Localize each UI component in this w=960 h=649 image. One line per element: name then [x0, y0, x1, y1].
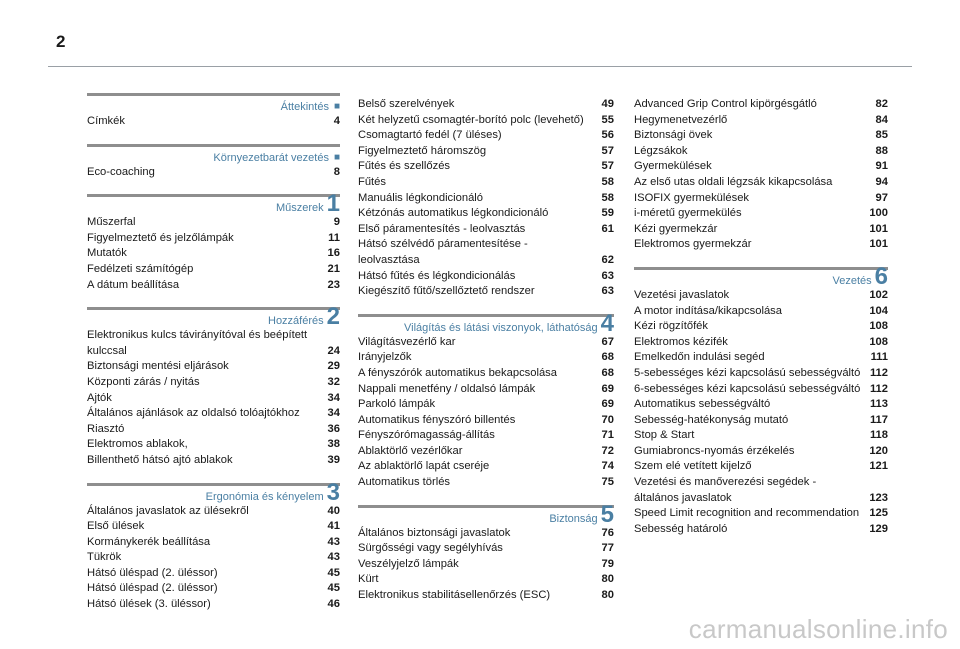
- toc-entry-label: Ajtók: [87, 391, 112, 404]
- toc-entry-label: Fedélzeti számítógép: [87, 262, 194, 275]
- toc-entry-label: ISOFIX gyermekülések: [634, 191, 750, 204]
- toc-entry-page: 55: [601, 113, 614, 126]
- toc-entry-page: 104: [869, 304, 888, 317]
- toc-entry-page: 77: [601, 542, 614, 555]
- toc-entry-label: Automatikus sebességváltó: [634, 398, 771, 411]
- section-number: 4: [600, 309, 614, 337]
- section-header: [87, 93, 340, 114]
- toc-entry-page: 46: [327, 598, 340, 611]
- toc-entry[interactable]: [634, 304, 888, 320]
- toc-entry[interactable]: [634, 350, 888, 366]
- toc-entry[interactable]: [358, 475, 614, 491]
- toc-entry-page: 111: [870, 351, 888, 364]
- toc-entry[interactable]: [87, 581, 340, 597]
- toc-entry[interactable]: [358, 397, 614, 413]
- toc-entry[interactable]: [634, 397, 888, 413]
- toc-entry-label: Veszélyjelző lámpák: [358, 557, 459, 570]
- toc-entry-label: Elektromos ablakok,: [87, 438, 188, 451]
- toc-entry-page: 80: [601, 573, 614, 586]
- toc-entry-label: Manuális légkondicionáló: [358, 191, 484, 204]
- toc-entry-label: Kiegészítő fűtő/szellőztető rendszer: [358, 285, 535, 298]
- toc-entry-page: 84: [875, 113, 888, 126]
- toc-entry[interactable]: [87, 231, 340, 247]
- toc-entry[interactable]: [634, 159, 888, 175]
- toc-entry[interactable]: [634, 97, 888, 113]
- toc-entry[interactable]: [358, 572, 614, 588]
- toc-entry-label: Gumiabroncs-nyomás érzékelés: [634, 444, 795, 457]
- toc-entry[interactable]: [634, 366, 888, 382]
- toc-entry[interactable]: [634, 444, 888, 460]
- section-header: [358, 500, 614, 528]
- toc-entry-label: Első páramentesítés - leolvasztás: [358, 222, 526, 235]
- toc-entry-page: 34: [327, 407, 340, 420]
- toc-entry-label: Hátsó fűtés és légkondicionálás: [358, 269, 516, 282]
- toc-section: [87, 190, 340, 293]
- toc-entry-label: Nappali menetfény / oldalsó lámpák: [358, 382, 536, 395]
- toc-entry-page: 100: [869, 207, 888, 220]
- toc-entry[interactable]: [358, 366, 614, 382]
- toc-entry-page: 43: [327, 535, 340, 548]
- toc-entry[interactable]: [87, 406, 340, 422]
- toc-entry-page: 57: [601, 160, 614, 173]
- toc-entry-label: 6-sebességes kézi kapcsolású sebességváltó: [634, 382, 861, 395]
- toc-entry-page: 61: [601, 222, 614, 235]
- toc-entry[interactable]: [87, 437, 340, 453]
- toc-entry[interactable]: [634, 113, 888, 129]
- toc-entry[interactable]: [634, 522, 888, 538]
- toc-entry-label: i-méretű gyermekülés: [634, 207, 742, 220]
- toc-entry[interactable]: [634, 237, 888, 253]
- toc-entry-label: Hátsó ülések (3. üléssor): [87, 598, 211, 611]
- toc-entry-page: 108: [869, 335, 888, 348]
- toc-entry[interactable]: [358, 526, 614, 542]
- toc-entry-label: Az első utas oldali légzsák kikapcsolása: [634, 175, 833, 188]
- toc-entry-page: 85: [875, 129, 888, 142]
- toc-entry-label: Belső szerelvények: [358, 98, 455, 110]
- toc-entry[interactable]: [634, 191, 888, 207]
- toc-entry[interactable]: [87, 566, 340, 582]
- section-title: Ergonómia és kényelem: [205, 490, 324, 503]
- toc-entry-label: Hátsó szélvédő páramentesítése - leolvasztása: [358, 238, 528, 266]
- toc-section: [87, 144, 340, 181]
- toc-entry-label: Elektronikus stabilitásellenőrzés (ESC): [358, 589, 551, 602]
- toc-entry[interactable]: [358, 428, 614, 444]
- section-title: Vezetés: [832, 274, 872, 287]
- toc-section: [87, 303, 340, 468]
- toc-entry[interactable]: [87, 262, 340, 278]
- toc-entry-label: Sebesség határoló: [634, 522, 728, 535]
- toc-entry[interactable]: [358, 444, 614, 460]
- toc-entry-page: 36: [327, 422, 340, 435]
- toc-entry-page: 97: [875, 191, 888, 204]
- toc-entry[interactable]: [87, 114, 340, 130]
- toc-entry[interactable]: [634, 222, 888, 238]
- toc-entry-page: 34: [327, 391, 340, 404]
- section-square-marker: ■: [333, 151, 340, 163]
- toc-entry-label: Első ülések: [87, 520, 145, 533]
- toc-entry-label: Kormánykerék beállítása: [87, 535, 211, 548]
- toc-entry[interactable]: [87, 422, 340, 438]
- toc-entry[interactable]: [358, 159, 614, 175]
- section-header: [358, 309, 614, 337]
- toc-entry-label: Fűtés és szellőzés: [358, 160, 451, 173]
- section-header: [634, 262, 888, 290]
- toc-entry-page: 69: [601, 398, 614, 411]
- toc-entry[interactable]: [634, 382, 888, 398]
- toc-column-2: [358, 97, 614, 618]
- toc-entry[interactable]: [358, 237, 614, 268]
- toc-entry[interactable]: [634, 128, 888, 144]
- toc-entry-page: 91: [875, 160, 888, 173]
- toc-entry-label: Légzsákok: [634, 144, 688, 157]
- toc-entry-label: Automatikus fényszóró billentés: [358, 413, 516, 426]
- toc-entry-page: 11: [328, 231, 340, 244]
- toc-entry-page: 24: [327, 344, 340, 357]
- toc-entry-page: 72: [601, 444, 614, 457]
- section-title: Hozzáférés: [268, 315, 324, 328]
- toc-entry[interactable]: [87, 597, 340, 613]
- toc-entry-label: Vezetési és manőverezési segédek - általános javaslatok: [634, 476, 817, 504]
- toc-entry-label: Advanced Grip Control kipörgésgátló: [634, 98, 817, 110]
- toc-entry[interactable]: [87, 504, 340, 520]
- toc-entry-page: 120: [869, 444, 888, 457]
- toc-entry[interactable]: [634, 506, 888, 522]
- toc-entry-page: 57: [601, 144, 614, 157]
- section-title: Műszerek: [275, 202, 324, 215]
- toc-entry-label: Elektronikus kulcs távirányítóval és beépített kulccsal: [87, 329, 308, 357]
- toc-entry[interactable]: [87, 359, 340, 375]
- toc-column-1: [87, 93, 340, 627]
- toc-entry-page: 8: [333, 165, 340, 178]
- toc-entry[interactable]: [358, 222, 614, 238]
- toc-entry-label: Biztonsági övek: [634, 129, 713, 142]
- toc-entry-label: Szem elé vetített kijelző: [634, 460, 752, 473]
- toc-entry[interactable]: [634, 319, 888, 335]
- toc-entry-page: 108: [869, 320, 888, 333]
- toc-entry-label: Stop & Start: [634, 429, 695, 442]
- toc-entry-label: Ablaktörlő vezérlőkar: [358, 444, 463, 457]
- toc-entry[interactable]: [634, 288, 888, 304]
- toc-entry-label: Központi zárás / nyitás: [87, 375, 200, 388]
- toc-entry-page: 45: [327, 582, 340, 595]
- toc-section: [634, 262, 888, 538]
- toc-entry[interactable]: [634, 335, 888, 351]
- toc-entry-page: 67: [601, 335, 614, 348]
- toc-entry-page: 69: [601, 382, 614, 395]
- toc-entry-page: 63: [601, 269, 614, 282]
- toc-entry[interactable]: [634, 413, 888, 429]
- toc-entry-label: Automatikus törlés: [358, 476, 451, 489]
- section-title: Környezetbarát vezetés: [213, 151, 329, 164]
- toc-entry-label: Riasztó: [87, 422, 125, 435]
- toc-entry[interactable]: [87, 215, 340, 231]
- watermark: carmanualsonline.info: [688, 614, 948, 644]
- section-number: 2: [326, 303, 340, 331]
- section-title: Áttekintés: [280, 101, 329, 113]
- toc-entry[interactable]: [87, 328, 340, 359]
- toc-entry-label: Kézi rögzítőfék: [634, 320, 708, 333]
- toc-entry-label: Mutatók: [87, 247, 127, 260]
- toc-entry[interactable]: [358, 382, 614, 398]
- toc-entry[interactable]: [634, 475, 888, 506]
- toc-entry-page: 23: [327, 278, 340, 291]
- toc-entry[interactable]: [634, 175, 888, 191]
- toc-entry[interactable]: [358, 206, 614, 222]
- toc-entry[interactable]: [87, 246, 340, 262]
- toc-entry-page: 49: [601, 98, 614, 110]
- toc-entry[interactable]: [634, 144, 888, 160]
- section-header: [87, 144, 340, 165]
- toc-entry-page: 117: [869, 413, 888, 426]
- toc-entry-page: 88: [875, 144, 888, 157]
- toc-entry-page: 101: [869, 238, 888, 251]
- toc-entry-page: 112: [869, 382, 888, 395]
- toc-entry-label: Sebesség-hatékonyság mutató: [634, 413, 789, 426]
- toc-entry-page: 125: [869, 507, 888, 520]
- toc-entry[interactable]: [87, 519, 340, 535]
- toc-entry-label: Figyelmeztető háromszög: [358, 144, 487, 157]
- toc-entry-label: Általános ajánlások az oldalsó tolóajtókhoz: [87, 407, 300, 420]
- toc-entry[interactable]: [358, 541, 614, 557]
- toc-entry-page: 63: [601, 285, 614, 298]
- toc-entry-label: Hátsó üléspad (2. üléssor): [87, 566, 218, 579]
- toc-entry-page: 102: [869, 288, 888, 301]
- section-header: [87, 303, 340, 331]
- toc-entry-page: 38: [327, 438, 340, 451]
- section-square-marker: ■: [333, 101, 340, 112]
- toc-section: [87, 93, 340, 130]
- toc-entry[interactable]: [358, 459, 614, 475]
- toc-entry-page: 121: [869, 460, 888, 473]
- toc-entry-page: 112: [869, 366, 888, 379]
- toc-entry-label: Figyelmeztető és jelzőlámpák: [87, 231, 234, 244]
- toc-entry-label: Billenthető hátsó ajtó ablakok: [87, 453, 233, 466]
- toc-entry-label: Elektromos gyermekzár: [634, 238, 752, 251]
- toc-entry[interactable]: [358, 175, 614, 191]
- toc-entry-page: 71: [601, 429, 614, 442]
- toc-entry-label: A motor indítása/kikapcsolása: [634, 304, 782, 317]
- section-number: 5: [600, 500, 614, 528]
- section-title: Biztonság: [549, 512, 598, 525]
- toc-entry-label: Általános biztonsági javaslatok: [358, 526, 511, 539]
- toc-entry-page: 39: [327, 453, 340, 466]
- toc-entry[interactable]: [87, 535, 340, 551]
- toc-entry-page: 129: [869, 522, 888, 535]
- toc-entry-label: Irányjelzők: [358, 351, 412, 364]
- toc-entry-label: Eco-coaching: [87, 165, 155, 178]
- toc-entry[interactable]: [358, 144, 614, 160]
- toc-entry[interactable]: [634, 206, 888, 222]
- toc-entry-label: Kétzónás automatikus légkondicionáló: [358, 207, 549, 220]
- toc-entry-label: Világításvezérlő kar: [358, 335, 456, 348]
- toc-entry-page: 58: [601, 175, 614, 188]
- toc-entry-label: Gyermekülések: [634, 160, 712, 173]
- toc-entry-page: 76: [601, 526, 614, 539]
- toc-entry-page: 41: [327, 520, 340, 533]
- toc-entry-page: 75: [601, 476, 614, 489]
- toc-entry-label: Kézi gyermekzár: [634, 222, 718, 235]
- toc-entry[interactable]: [358, 588, 614, 604]
- toc-entry-page: 68: [601, 351, 614, 364]
- section-number: 1: [326, 190, 340, 218]
- toc-entry-page: 59: [601, 207, 614, 220]
- section-header: [87, 190, 340, 218]
- toc-entry-label: Sürgősségi vagy segélyhívás: [358, 542, 503, 555]
- section-number: 3: [326, 478, 340, 506]
- toc-entry-label: Címkék: [87, 115, 125, 127]
- toc-entry-page: 58: [601, 191, 614, 204]
- toc-section: [358, 97, 614, 300]
- toc-entry-page: 101: [869, 222, 888, 235]
- toc-entry[interactable]: [358, 97, 614, 113]
- toc-entry-page: 113: [869, 398, 888, 411]
- toc-entry[interactable]: [87, 278, 340, 294]
- toc-entry[interactable]: [87, 550, 340, 566]
- toc-entry[interactable]: [358, 557, 614, 573]
- toc-entry-page: 21: [327, 262, 340, 275]
- toc-entry-page: 9: [333, 216, 340, 229]
- toc-entry[interactable]: [358, 128, 614, 144]
- section-title: Világítás és látási viszonyok, láthatóság: [404, 321, 598, 334]
- toc-section: [358, 500, 614, 604]
- toc-entry-label: Elektromos kézifék: [634, 335, 728, 348]
- toc-entry-page: 29: [327, 360, 340, 373]
- toc-entry-page: 62: [601, 253, 614, 266]
- top-divider: [48, 66, 912, 67]
- toc-entry[interactable]: [358, 284, 614, 300]
- toc-entry-label: A dátum beállítása: [87, 278, 180, 291]
- toc-entry-label: Biztonsági mentési eljárások: [87, 360, 229, 373]
- toc-section: [634, 97, 888, 253]
- toc-entry-page: 68: [601, 366, 614, 379]
- toc-entry-label: Speed Limit recognition and recommendation: [634, 507, 860, 520]
- toc-section: [87, 478, 340, 613]
- toc-column-3: [634, 97, 888, 551]
- toc-entry-page: 70: [601, 413, 614, 426]
- toc-entry-label: Vezetési javaslatok: [634, 288, 730, 301]
- section-number: 6: [874, 262, 888, 290]
- toc-entry-label: 5-sebességes kézi kapcsolású sebességváltó: [634, 366, 861, 379]
- toc-entry[interactable]: [358, 269, 614, 285]
- toc-entry-label: Általános javaslatok az ülésekről: [87, 504, 249, 517]
- page-number: 2: [56, 32, 66, 51]
- toc-entry-label: A fényszórók automatikus bekapcsolása: [358, 366, 557, 379]
- section-header: [87, 478, 340, 506]
- toc-entry[interactable]: [358, 191, 614, 207]
- toc-entry-page: 80: [601, 589, 614, 602]
- toc-section: [358, 309, 614, 491]
- toc-entry-label: Fényszórómagasság-állítás: [358, 429, 495, 442]
- toc-entry[interactable]: [87, 375, 340, 391]
- toc-entry-page: 16: [327, 247, 340, 260]
- toc-entry-page: 43: [327, 551, 340, 564]
- toc-entry-page: 79: [601, 557, 614, 570]
- toc-entry[interactable]: [358, 350, 614, 366]
- toc-entry[interactable]: [87, 453, 340, 469]
- toc-entry[interactable]: [358, 413, 614, 429]
- toc-entry-label: Két helyzetű csomagtér-borító polc (levehető): [358, 113, 584, 126]
- toc-entry-label: Az ablaktörlő lapát cseréje: [358, 460, 490, 473]
- toc-entry-page: 94: [875, 175, 888, 188]
- toc-entry-page: 32: [327, 375, 340, 388]
- toc-entry[interactable]: [634, 428, 888, 444]
- toc-entry-page: 4: [333, 115, 340, 127]
- toc-entry-page: 56: [601, 129, 614, 142]
- toc-entry[interactable]: [358, 335, 614, 351]
- toc-entry-page: 40: [327, 504, 340, 517]
- toc-entry[interactable]: [634, 459, 888, 475]
- toc-entry-page: 74: [601, 460, 614, 473]
- toc-entry-label: Csomagtartó fedél (7 üléses): [358, 129, 502, 142]
- toc-entry-label: Parkoló lámpák: [358, 398, 436, 411]
- toc-entry-label: Emelkedőn indulási segéd: [634, 351, 765, 364]
- toc-entry-page: 45: [327, 566, 340, 579]
- toc-entry-label: Tükrök: [87, 551, 122, 564]
- toc-entry[interactable]: [87, 165, 340, 181]
- toc-entry-label: Műszerfal: [87, 216, 136, 229]
- toc-entry-label: Hegymenetvezérlő: [634, 113, 728, 126]
- toc-entry-label: Hátsó üléspad (2. üléssor): [87, 582, 218, 595]
- toc-entry-page: 118: [869, 429, 888, 442]
- toc-entry[interactable]: [358, 113, 614, 129]
- toc-entry-label: Kürt: [358, 573, 379, 586]
- toc-entry-page: 123: [869, 491, 888, 504]
- toc-entry-label: Fűtés: [358, 175, 386, 188]
- toc-entry-page: 82: [875, 98, 888, 110]
- toc-entry[interactable]: [87, 391, 340, 407]
